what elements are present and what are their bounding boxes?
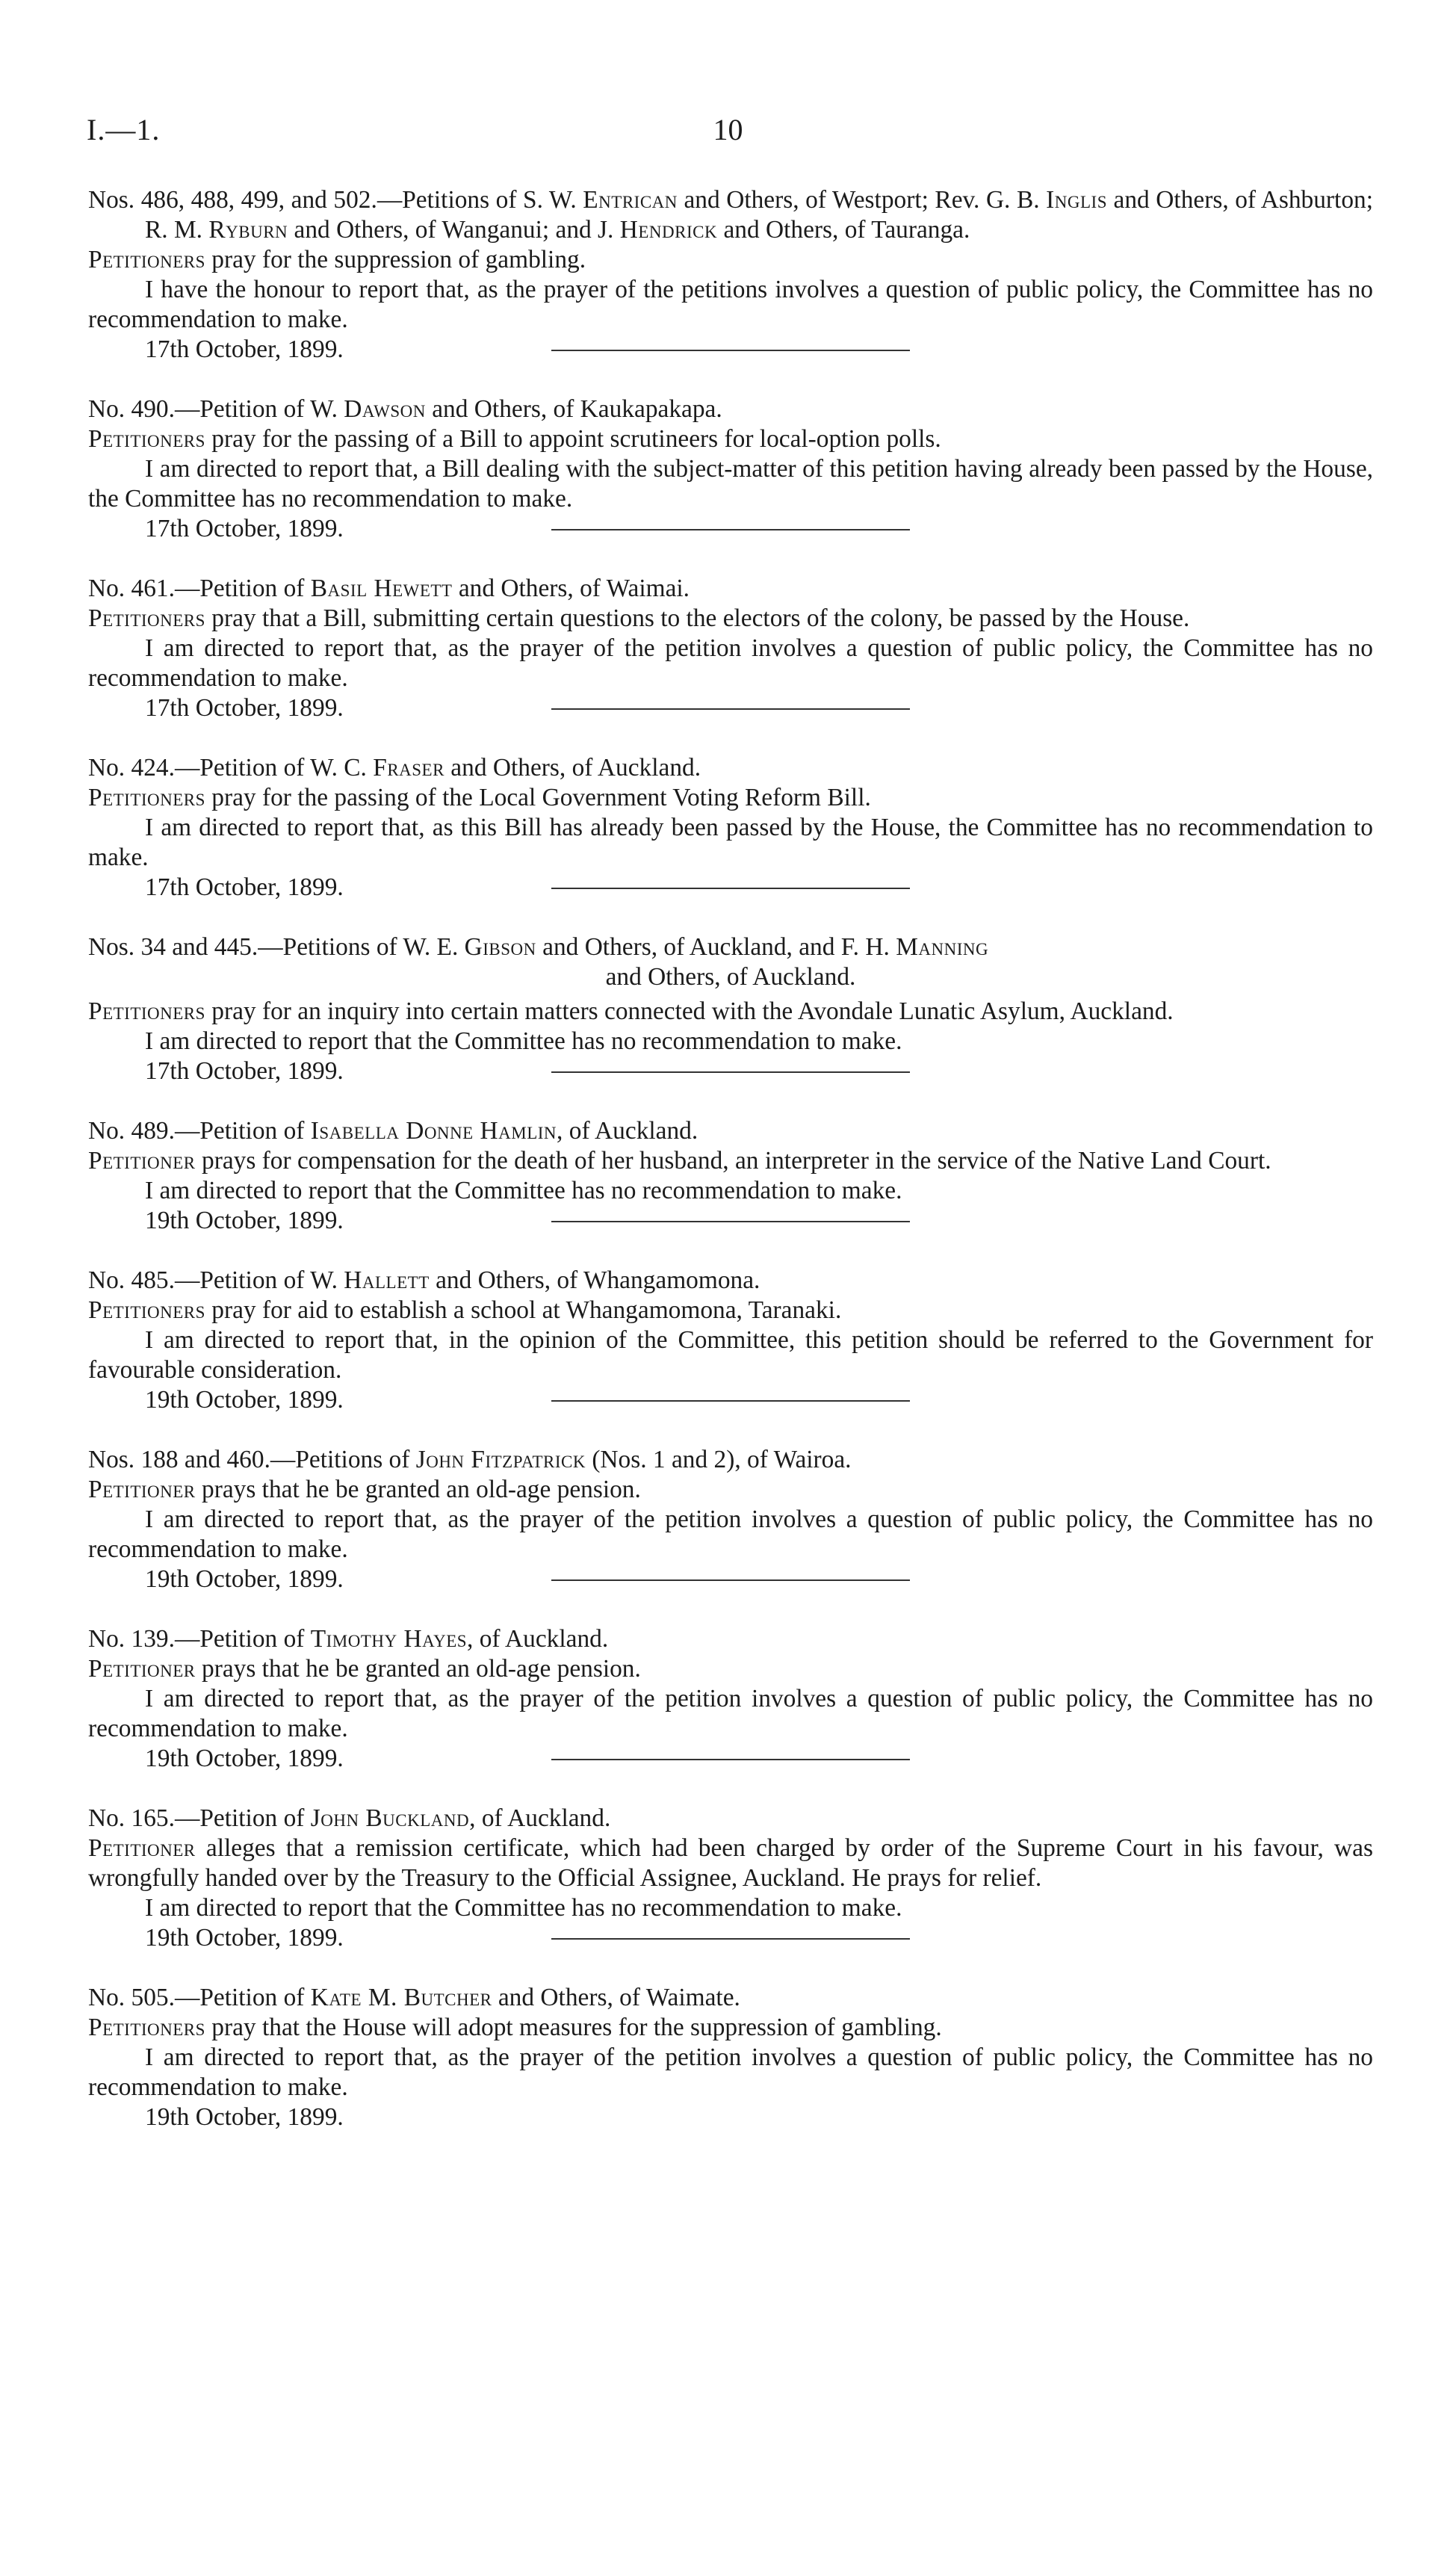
title-text: No. 485.—Petition of W.: [88, 1266, 344, 1294]
subject-word: Petitioners: [88, 997, 205, 1025]
prayer-text: pray for an inquiry into certain matters connected with the Avondale Lunatic Asylum, Auckland.: [205, 997, 1174, 1025]
section-divider: [551, 708, 910, 710]
petitioner-name: Hendrick: [619, 216, 718, 244]
petitioner-name: John Fitzpatrick: [415, 1446, 586, 1473]
subject-word: Petitioners: [88, 784, 205, 811]
section-divider: [551, 1400, 910, 1402]
report-date: 17th October, 1899.: [145, 515, 344, 542]
page-header: [45, 112, 1411, 157]
prayer-text: pray that the House will adopt measures for the suppression of gambling.: [205, 2014, 942, 2041]
committee-report: I am directed to report that the Committee has no recommendation to make.: [145, 1177, 902, 1204]
committee-report: I am directed to report that, in the opinion of the Committee, this petition should be referred to the Government for favourable consideration.: [88, 1326, 1373, 1384]
subject-word: Petitioner: [88, 1476, 196, 1503]
petition-prayer: [88, 245, 1373, 275]
petition-prayer: [88, 604, 1373, 634]
prayer-text: pray for the passing of the Local Government Voting Reform Bill.: [205, 784, 871, 811]
petition-prayer: [88, 1654, 1373, 1684]
section-divider: [551, 888, 910, 889]
prayer-text: pray for aid to establish a school at Whangamomona, Taranaki.: [205, 1296, 842, 1324]
report-date: 19th October, 1899.: [145, 2103, 344, 2131]
petition-title: [88, 1116, 1373, 1146]
title-text: Nos. 486, 488, 499, and 502.—Petitions of S. W.: [88, 186, 583, 214]
prayer-text: prays for compensation for the death of her husband, an interpreter in the service of the Native Land Court.: [195, 1147, 1271, 1175]
petition-prayer: [88, 1296, 1373, 1325]
section-divider: [551, 1579, 910, 1581]
prayer-text: prays that he be granted an old-age pension.: [195, 1476, 641, 1503]
title-text: and Others, of Kaukapakapa.: [425, 395, 722, 423]
petition-entry: [88, 394, 1373, 545]
report-date: 19th October, 1899.: [145, 1386, 344, 1414]
petition-prayer: [88, 1834, 1373, 1893]
petition-entry: [88, 1983, 1373, 2132]
committee-report: I am directed to report that the Committee has no recommendation to make.: [145, 1027, 902, 1055]
petition-entry: [88, 1804, 1373, 1955]
petitioner-name: John Buckland: [310, 1804, 470, 1832]
petitioner-name: Timothy Hayes: [310, 1625, 468, 1653]
petitioner-name: Kate M. Butcher: [310, 1984, 492, 2011]
petition-entry: [88, 185, 1373, 366]
petition-title: [88, 1804, 1373, 1834]
report-date: 19th October, 1899.: [145, 1745, 344, 1772]
section-divider: [551, 1221, 910, 1222]
petitioner-name: Inglis: [1046, 186, 1107, 214]
subject-word: Petitioners: [88, 1296, 205, 1324]
petition-entry: [88, 1266, 1373, 1417]
committee-report: I am directed to report that, as the prayer of the petition involves a question of public policy, the Committee has no recommendation to make.: [88, 2043, 1373, 2101]
title-text: No. 461.—Petition of: [88, 575, 311, 602]
petition-entry: [88, 1624, 1373, 1775]
title-text: No. 489.—Petition of: [88, 1117, 311, 1145]
petition-title: [88, 1983, 1373, 2013]
title-text: , of Auckland.: [557, 1117, 698, 1145]
subject-word: Petitioner: [88, 1834, 196, 1862]
petitions-report: [88, 185, 1373, 2132]
report-date: 17th October, 1899.: [145, 694, 344, 722]
prayer-text: prays that he be granted an old-age pension.: [195, 1655, 641, 1683]
subject-word: Petitioners: [88, 425, 205, 453]
petition-prayer: [88, 997, 1373, 1027]
title-text: (Nos. 1 and 2), of Wairoa.: [585, 1446, 852, 1473]
petition-entry: [88, 932, 1373, 1088]
petition-title: [88, 753, 1373, 783]
section-divider: [551, 1938, 910, 1940]
title-text: No. 139.—Petition of: [88, 1625, 311, 1653]
title-text: and Others, of Tauranga.: [717, 216, 970, 244]
title-text: and Others, of Wanganui; and J.: [288, 216, 620, 244]
petitioner-name: Manning: [896, 933, 989, 961]
subject-word: Petitioners: [88, 2014, 205, 2041]
title-text: , of Auckland.: [467, 1625, 609, 1653]
paper-reference: I.—1.: [87, 113, 161, 146]
committee-report: I have the honour to report that, as the prayer of the petitions involves a question of public policy, the Committee has no recommendation to make.: [88, 276, 1373, 333]
prayer-text: pray for the suppression of gambling.: [205, 246, 586, 273]
petition-title: [88, 574, 1373, 604]
petition-entry: [88, 574, 1373, 725]
petitioner-name: Basil Hewett: [310, 575, 453, 602]
committee-report: I am directed to report that, as the prayer of the petition involves a question of public policy, the Committee has no recommendation to make.: [88, 1506, 1373, 1563]
section-divider: [551, 350, 910, 351]
petitioner-name: Ryburn: [208, 216, 288, 244]
title-text: No. 505.—Petition of: [88, 1984, 311, 2011]
prayer-text: pray that a Bill, submitting certain questions to the electors of the colony, be passed by the House.: [205, 604, 1190, 632]
petition-prayer: [88, 1475, 1373, 1505]
committee-report: I am directed to report that the Committee has no recommendation to make.: [145, 1894, 902, 1922]
petition-title: [88, 1266, 1373, 1296]
subject-word: Petitioners: [88, 246, 205, 273]
title-text: and Others, of Auckland.: [444, 754, 701, 782]
section-divider: [551, 1071, 910, 1073]
report-date: 17th October, 1899.: [145, 1057, 344, 1085]
subject-word: Petitioner: [88, 1655, 196, 1683]
title-text: and Others, of Waimate.: [492, 1984, 740, 2011]
title-text: Nos. 34 and 445.—Petitions of W. E.: [88, 933, 465, 961]
petitioner-name: Dawson: [344, 395, 426, 423]
petition-title: [88, 1445, 1373, 1475]
petitioner-name: Entrican: [583, 186, 678, 214]
title-text: No. 424.—Petition of W. C.: [88, 754, 374, 782]
committee-report: I am directed to report that, as the prayer of the petition involves a question of public policy, the Committee has no recommendation to make.: [88, 1685, 1373, 1742]
petitioner-name: Fraser: [373, 754, 444, 782]
title-text: and Others, of Auckland, and F. H.: [536, 933, 896, 961]
prayer-text: alleges that a remission certificate, which had been charged by order of the Supreme Court in his favour, was wrongfully handed over by the Treasury to the Official Assignee, Auckland. He prays for relief.: [88, 1834, 1373, 1892]
petition-title: [88, 185, 1373, 245]
committee-report: I am directed to report that, as the prayer of the petition involves a question of public policy, the Committee has no recommendation to make.: [88, 634, 1373, 692]
report-date: 17th October, 1899.: [145, 873, 344, 901]
title-text: No. 165.—Petition of: [88, 1804, 311, 1832]
title-text: and Others, of Waimai.: [452, 575, 690, 602]
petitioner-name: Isabella Donne Hamlin: [310, 1117, 557, 1145]
petition-title: [88, 932, 1373, 962]
title-text: No. 490.—Petition of W.: [88, 395, 344, 423]
report-date: 19th October, 1899.: [145, 1924, 344, 1952]
prayer-text: pray for the passing of a Bill to appoint scrutineers for local-option polls.: [205, 425, 941, 453]
petition-entry: [88, 1116, 1373, 1237]
petitioner-name: Gibson: [464, 933, 536, 961]
committee-report: I am directed to report that, a Bill dealing with the subject-matter of this petition having already been passed by the House, the Committee has no recommendation to make.: [88, 455, 1373, 513]
subject-word: Petitioners: [88, 604, 205, 632]
section-divider: [551, 1759, 910, 1760]
page-number: 10: [713, 113, 743, 146]
report-date: 17th October, 1899.: [145, 335, 344, 363]
petition-title: [88, 394, 1373, 424]
title-text: and Others, of Westport; Rev. G. B.: [677, 186, 1047, 214]
petition-title-continued: and Others, of Auckland.: [605, 963, 856, 991]
subject-word: Petitioner: [88, 1147, 196, 1175]
petition-prayer: [88, 783, 1373, 813]
title-text: , of Auckland.: [469, 1804, 611, 1832]
title-text: and Others, of Ashburton; R. M.: [145, 186, 1373, 244]
section-divider: [551, 529, 910, 530]
report-date: 19th October, 1899.: [145, 1207, 344, 1234]
petition-title: [88, 1624, 1373, 1654]
petition-prayer: [88, 1146, 1373, 1176]
petition-prayer: [88, 2013, 1373, 2043]
title-text: Nos. 188 and 460.—Petitions of: [88, 1446, 416, 1473]
petition-prayer: [88, 424, 1373, 454]
title-text: and Others, of Whangamomona.: [429, 1266, 760, 1294]
petitioner-name: Hallett: [344, 1266, 430, 1294]
petition-entry: [88, 753, 1373, 904]
committee-report: I am directed to report that, as this Bill has already been passed by the House, the Committee has no recommendation to make.: [88, 814, 1373, 871]
report-date: 19th October, 1899.: [145, 1565, 344, 1593]
petition-entry: [88, 1445, 1373, 1596]
